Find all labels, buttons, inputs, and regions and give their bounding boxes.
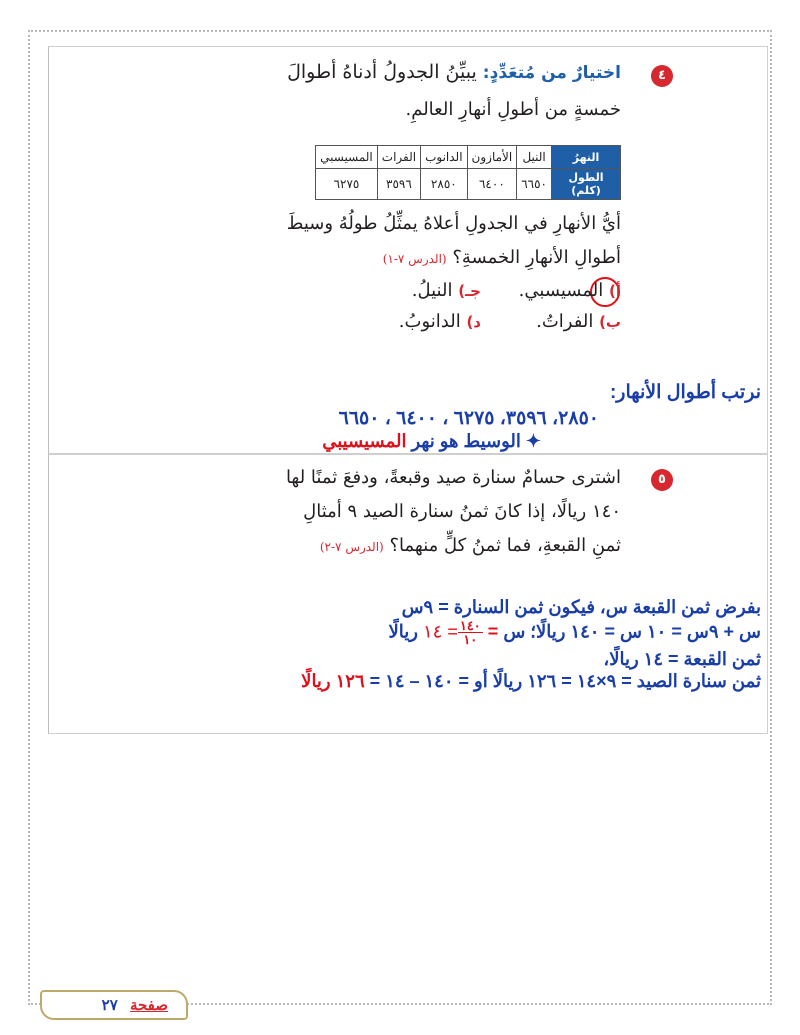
- solution-line-1: بفرض ثمن القبعة س، فيكون ثمن السنارة = ٩س: [401, 597, 761, 617]
- rivers-table-length-row: [316, 169, 621, 200]
- question-4-text-line2: [383, 247, 621, 268]
- option-d-text: الدانوبُ.: [398, 311, 461, 332]
- page-number-label: [102, 996, 168, 1014]
- fraction-numerator: ١٤٠: [459, 618, 481, 633]
- solution-line-4-text: ثمن سنارة الصيد = ٩×١٤ = ١٢٦ ريالًا أو = ١٤٠ – ١٤ =: [364, 671, 761, 691]
- question-5-line2: ١٤٠ ريالًا، إذا كانَ ثمنُ سنارة الصيد ٩ أمثالِ: [303, 501, 621, 522]
- question-4-text-line1: أيُّ الأنهارِ في الجدولِ أعلاهُ يمثِّلُ طولُهُ وسيطَ: [286, 213, 621, 234]
- table-river-name: المسيسبي: [316, 146, 378, 169]
- sorted-lengths: ٢٨٥٠، ٣٥٩٦، ٦٢٧٥ ، ٦٤٠٠ ، ٦٦٥٠: [338, 408, 599, 429]
- solution-line-4: [301, 671, 761, 692]
- option-b-text: الفراتُ.: [536, 311, 594, 332]
- question-4-type: اختيارٌ من مُتعَدِّدٍ:: [482, 63, 621, 83]
- table-header-river: النهرُ: [552, 146, 621, 169]
- question-4-intro: يبيِّنُ الجدولُ أدناهُ أطوالَ: [287, 61, 483, 83]
- page-number-box: [40, 990, 188, 1020]
- lesson-reference: (الدرس ٧-١): [382, 252, 447, 266]
- solution-line-2: [389, 619, 761, 646]
- question-5-number: ٥: [651, 469, 673, 491]
- option-a-text: المسيسبي.: [518, 280, 604, 301]
- question-4-panel: [48, 46, 768, 454]
- solution-line-2-start: س + ٩س = ١٠ س = ١٤٠ ريالًا؛ س: [503, 621, 761, 642]
- option-c-text: النيلُ.: [411, 280, 453, 301]
- solution-line-3: ثمن القبعة = ١٤ ريالًا،: [603, 649, 761, 669]
- question-4-number: ٤: [651, 65, 673, 87]
- equals-sign: =: [482, 621, 504, 642]
- lesson-reference: (الدرس ٧-٢): [319, 540, 384, 554]
- question-4-title: [287, 61, 621, 83]
- median-prefix: ✦ الوسيط هو نهر: [406, 431, 541, 451]
- option-c-label: جـ): [458, 282, 481, 300]
- table-river-name: الأمازون: [467, 146, 517, 169]
- median-answer: المسيسيبي: [322, 431, 407, 451]
- page-label: صفحة: [129, 997, 168, 1014]
- table-river-length: ٦٢٧٥: [316, 169, 378, 200]
- question-4-text-line2-text: أطوالِ الأنهارِ الخمسةِ؟: [452, 247, 621, 268]
- option-b-label: ب): [599, 313, 621, 331]
- page-number: ٢٧: [101, 997, 118, 1014]
- question-5-line3-text: ثمنِ القبعةِ، فما ثمنُ كلٍّ منهما؟: [389, 535, 621, 556]
- question-5-line3: [320, 535, 621, 556]
- rivers-table: [315, 145, 621, 200]
- question-4-intro-line2: خمسةٍ من أطولِ أنهارِ العالمِ.: [405, 99, 621, 120]
- table-river-length: ٦٦٥٠: [517, 169, 552, 200]
- final-answer: ١٢٦ ريالًا: [301, 671, 365, 691]
- fraction-140-over-10: [458, 619, 483, 646]
- option-d-label: د): [466, 313, 481, 331]
- fraction-denominator: ١٠: [463, 632, 478, 647]
- table-river-name: الدانوب: [421, 146, 467, 169]
- option-b: [536, 311, 621, 332]
- option-a-label: أ): [609, 282, 621, 300]
- rivers-table-header-row: [316, 146, 621, 169]
- table-river-length: ٦٤٠٠: [467, 169, 517, 200]
- table-river-name: النيل: [517, 146, 552, 169]
- table-river-name: الفرات: [377, 146, 420, 169]
- fraction-result: = ١٤: [422, 621, 458, 642]
- question-5-line1: اشترى حسامٌ سنارة صيد وقبعةً، ودفعَ ثمنًا لها: [285, 467, 621, 488]
- option-d: [399, 311, 481, 332]
- table-river-length: ٣٥٩٦: [377, 169, 420, 200]
- median-statement: [322, 431, 541, 452]
- table-river-length: ٢٨٥٠: [421, 169, 467, 200]
- solution-heading: نرتب أطوال الأنهار:: [609, 382, 761, 403]
- option-a: [519, 280, 621, 301]
- table-header-length: الطول (كلم): [552, 169, 621, 200]
- currency-unit: ريالًا: [388, 621, 423, 642]
- option-c: [412, 280, 481, 301]
- question-5-panel: [48, 454, 768, 734]
